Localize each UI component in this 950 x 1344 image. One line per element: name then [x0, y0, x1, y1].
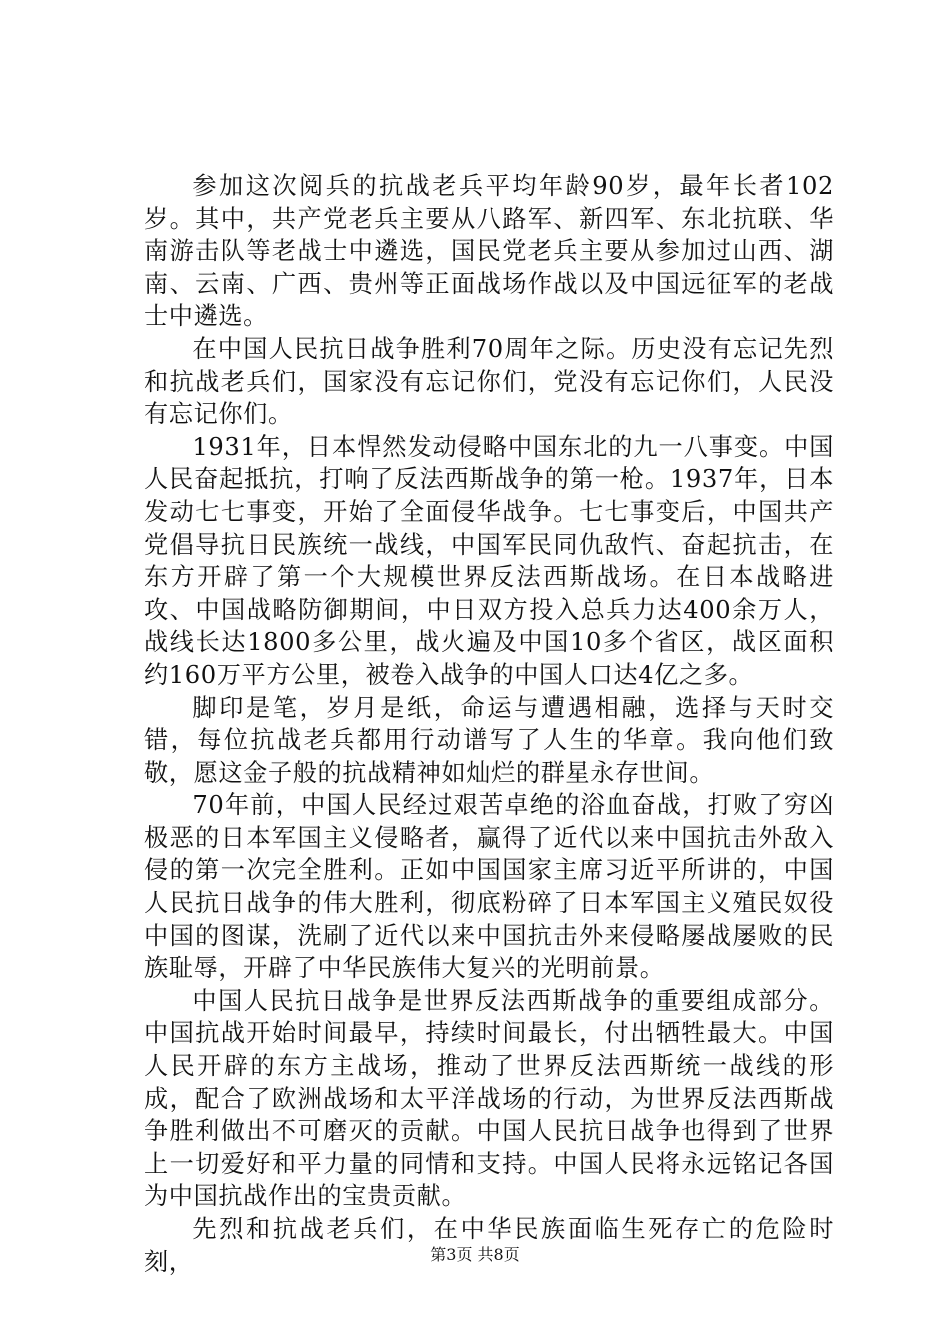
paragraph-4: 脚印是笔，岁月是纸，命运与遭遇相融，选择与天时交错，每位抗战老兵都用行动谱写了人生的华章。我向他们致敬，愿这金子般的抗战精神如灿烂的群星永存世间。 — [144, 693, 834, 787]
paragraph-2: 在中国人民抗日战争胜利70周年之际。历史没有忘记先烈和抗战老兵们，国家没有忘记你们，党没有忘记你们，人民没有忘记你们。 — [144, 334, 834, 429]
paragraph-3: 1931年，日本悍然发动侵略中国东北的九一八事变。中国人民奋起抵抗，打响了反法西斯战争的第一枪。1937年，日本发动七七事变，开始了全面侵华战争。七七事变后，中国共产党倡导抗日民族统一战线，中国军民同仇敌忾、奋起抗击，在东方开辟了第一个大规模世界反法西斯战场。在日本战略进攻、中国战略防御期间，中日双方投入总兵力达400余万人，战线长达1800多公里，战火遍及中国10多个省区，战区面积约160万平方公里，被卷入战争的中国人口达4亿之多。 — [144, 432, 834, 689]
paragraph-6: 中国人民抗日战争是世界反法西斯战争的重要组成部分。中国抗战开始时间最早，持续时间最长，付出牺牲最大。中国人民开辟的东方主战场，推动了世界反法西斯统一战线的形成，配合了欧洲战场和太平洋战场的行动，为世界反法西斯战争胜利做出不可磨灭的贡献。中国人民抗日战争也得到了世界上一切爱好和平力量的同情和支持。中国人民将永远铭记各国为中国抗战作出的宝贵贡献。 — [144, 986, 834, 1211]
document-body — [144, 170, 834, 1278]
paragraph-5: 70年前，中国人民经过艰苦卓绝的浴血奋战，打败了穷凶极恶的日本军国主义侵略者，赢得了近代以来中国抗击外敌入侵的第一次完全胜利。正如中国国家主席习近平所讲的，中国人民抗日战争的伟大胜利，彻底粉碎了日本军国主义殖民奴役中国的图谋，洗刷了近代以来中国抗击外来侵略屡战屡败的民族耻辱，开辟了中华民族伟大复兴的光明前景。 — [144, 791, 834, 983]
paragraph-7: 先烈和抗战老兵们，在中华民族面临生死存亡的危险时刻， — [144, 1215, 834, 1276]
paragraph-1: 参加这次阅兵的抗战老兵平均年龄90岁，最年长者102岁。其中，共产党老兵主要从八路军、新四军、东北抗联、华南游击队等老战士中遴选，国民党老兵主要从参加过山西、湖南、云南、广西、贵州等正面战场作战以及中国远征军的老战士中遴选。 — [144, 172, 834, 331]
page-footer: 第3页 共8页 — [430, 1245, 520, 1264]
